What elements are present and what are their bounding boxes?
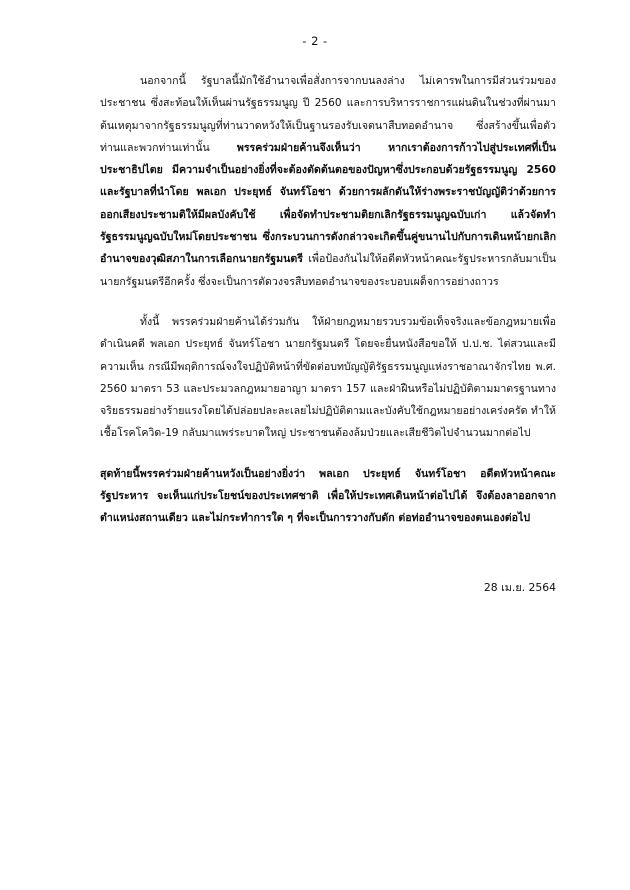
paragraph1-text-b: เพื่อป้องกันไม่ให้อดีตหัวหน้าคณะรัฐประหารกลับมาเป็นนายกรัฐมนตรีอีกครั้ง ซึ่งจะเป็นการตัดวงจรสืบทอดอำนาจของระบอบเผด็จการอย่างถาวร <box>100 253 556 288</box>
paragraph-spacer <box>100 293 556 311</box>
document-date: 28 เม.ย. 2564 <box>483 581 556 594</box>
paragraph-opposition-stance <box>100 70 556 293</box>
page-number: - 2 - <box>302 34 328 48</box>
paragraph-spacer <box>100 445 556 463</box>
paragraph-legal-action: ทั้งนี้ พรรคร่วมฝ่ายค้านได้ร่วมกัน ให้ฝ่ายกฎหมายรวบรวมข้อเท็จจริงและข้อกฎหมายเพื่อดำเนินคดี พลเอก ประยุทธ์ จันทร์โอชา นายกรัฐมนตรี โดยจะยื่นหนังสือขอให้ ป.ป.ช. ไต่สวนและมีความเห็น กรณีมีพฤติการณ์จงใจปฏิบัติหน้าที่ขัดต่อบทบัญญัติรัฐธรรมนูญแห่งราชอาณาจักรไทย พ.ศ. 2560 มาตรา 53 และประมวลกฎหมายอาญา มาตรา 157 และฝ่าฝืนหรือไม่ปฏิบัติตามมาตรฐานทางจริยธรรมอย่างร้ายแรงโดยได้ปล่อยปละละเลยไม่ปฏิบัติตามและบังคับใช้กฎหมายอย่างเคร่งครัด ทำให้เชื้อโรคโควิด-19 กลับมาแพร่ระบาดใหญ่ ประชาชนต้องล้มป่วยและเสียชีวิตไปจำนวนมากต่อไป <box>100 315 557 440</box>
document-body <box>100 70 556 530</box>
paragraph1-text-a: นอกจากนี้ รัฐบาลนี้มักใช้อำนาจเพื่อสั่งการจากบนลงล่าง ไม่เคารพในการมีส่วนร่วมของประชาชน ซึ่งสะท้อนให้เห็นผ่านรัฐธรรมนูญ ปี 2560 และการบริหารราชการแผ่นดินในช่วงที่ผ่านมา ต้นเหตุมาจากรัฐธรรมนูญที่ท่านวาดหวังให้เป็นฐานรองรับเจตนาสืบทอดอำนาจ ซึ่งสร้างขึ้นเพื่อตัวท่านและพวกท่านเท่านั้น <box>100 75 556 154</box>
paragraph-conclusion: สุดท้ายนี้พรรคร่วมฝ่ายค้านหวังเป็นอย่างยิ่งว่า พลเอก ประยุทธ์ จันทร์โอชา อดีตหัวหน้าคณะรัฐประหาร จะเห็นแก่ประโยชน์ของประเทศชาติ เพื่อให้ประเทศเดินหน้าต่อไปได้ จึงต้องลาออกจากตำแหน่งสถานเดียว และไม่กระทำการใด ๆ ที่จะเป็นการวางกับดัก ต่อท่ออำนาจของตนเองต่อไป <box>100 467 556 525</box>
paragraph1-bold-text: พรรคร่วมฝ่ายค้านจึงเห็นว่า หากเราต้องการก้าวไปสู่ประเทศที่เป็นประชาธิปไตย มีความจำเป็นอย่างยิ่งที่จะต้องตัดต้นตอของปัญหาซึ่งประกอบด้วยรัฐธรรมนูญ 2560 และรัฐบาลที่นำโดย พลเอก ประยุทธ์ จันทร์โอชา ด้วยการผลักดันให้ร่างพระราชบัญญัติว่าด้วยการออกเสียงประชามติให้มีผลบังคับใช้ เพื่อจัดทำประชามติยกเลิกรัฐธรรมนูญฉบับเก่า แล้วจัดทำรัฐธรรมนูญฉบับใหม่โดยประชาชน ซึ่งกระบวนการดังกล่าวจะเกิดขึ้นคู่ขนานไปกับการเดินหน้ายกเลิกอำนาจของวุฒิสภาในการเลือกนายกรัฐมนตรี <box>100 141 557 266</box>
